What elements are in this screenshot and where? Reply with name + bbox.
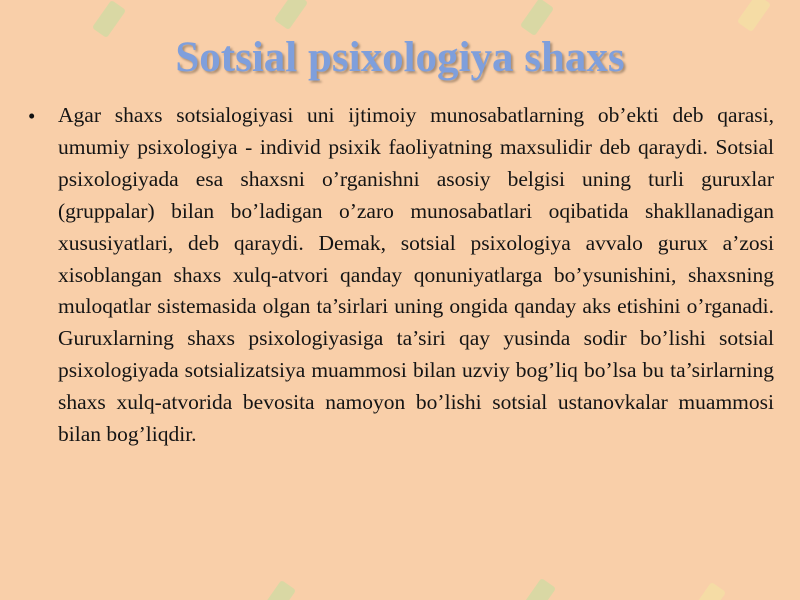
bullet-list (24, 100, 774, 451)
bullet-text: Agar shaxs sotsialogiyasi uni ijtimoiy munosabatlarning ob’ekti deb qarasi, umumiy psixologiya - individ psixik faoliyatning maxsulidir deb qaraydi. Sotsial psixologiyada esa shaxsni o’rganishni asosiy belgisi uning turli guruxlar (gruppalar) bilan bo’ladigan o’zaro munosabatlari oqibatida shakllanadigan xususiyatlari, deb qaraydi. Demak, sotsial psixologiya avvalo gurux a’zosi xisoblangan shaxs xulq-atvori qanday qonuniyatlarga bo’ysunishini, shaxsning muloqatlar sistemasida olgan ta’sirlari uning ongida qanday aks etishini o’rganadi. Guruxlarning shaxs psixologiyasiga ta’siri qay yusinda sodir bo’lishi sotsial psixologiyada sotsializatsiya muammosi bilan uzviy bog’liq bo’lsa bu ta’sirlarning shaxs xulq-atvorida bevosita namoyon bo’lishi sotsial ustanovkalar muammosi bilan bog’liqdir. (58, 103, 774, 447)
decorative-mark (262, 580, 296, 600)
decorative-mark (522, 578, 556, 600)
list-item (24, 100, 774, 451)
decorative-mark (737, 0, 771, 32)
decorative-mark (92, 0, 126, 38)
slide-title: Sotsial psixologiya shaxs (175, 34, 625, 81)
bullet-marker: • (28, 104, 36, 128)
decorative-mark (520, 0, 554, 36)
decorative-mark (692, 582, 726, 600)
decorative-mark (274, 0, 308, 30)
